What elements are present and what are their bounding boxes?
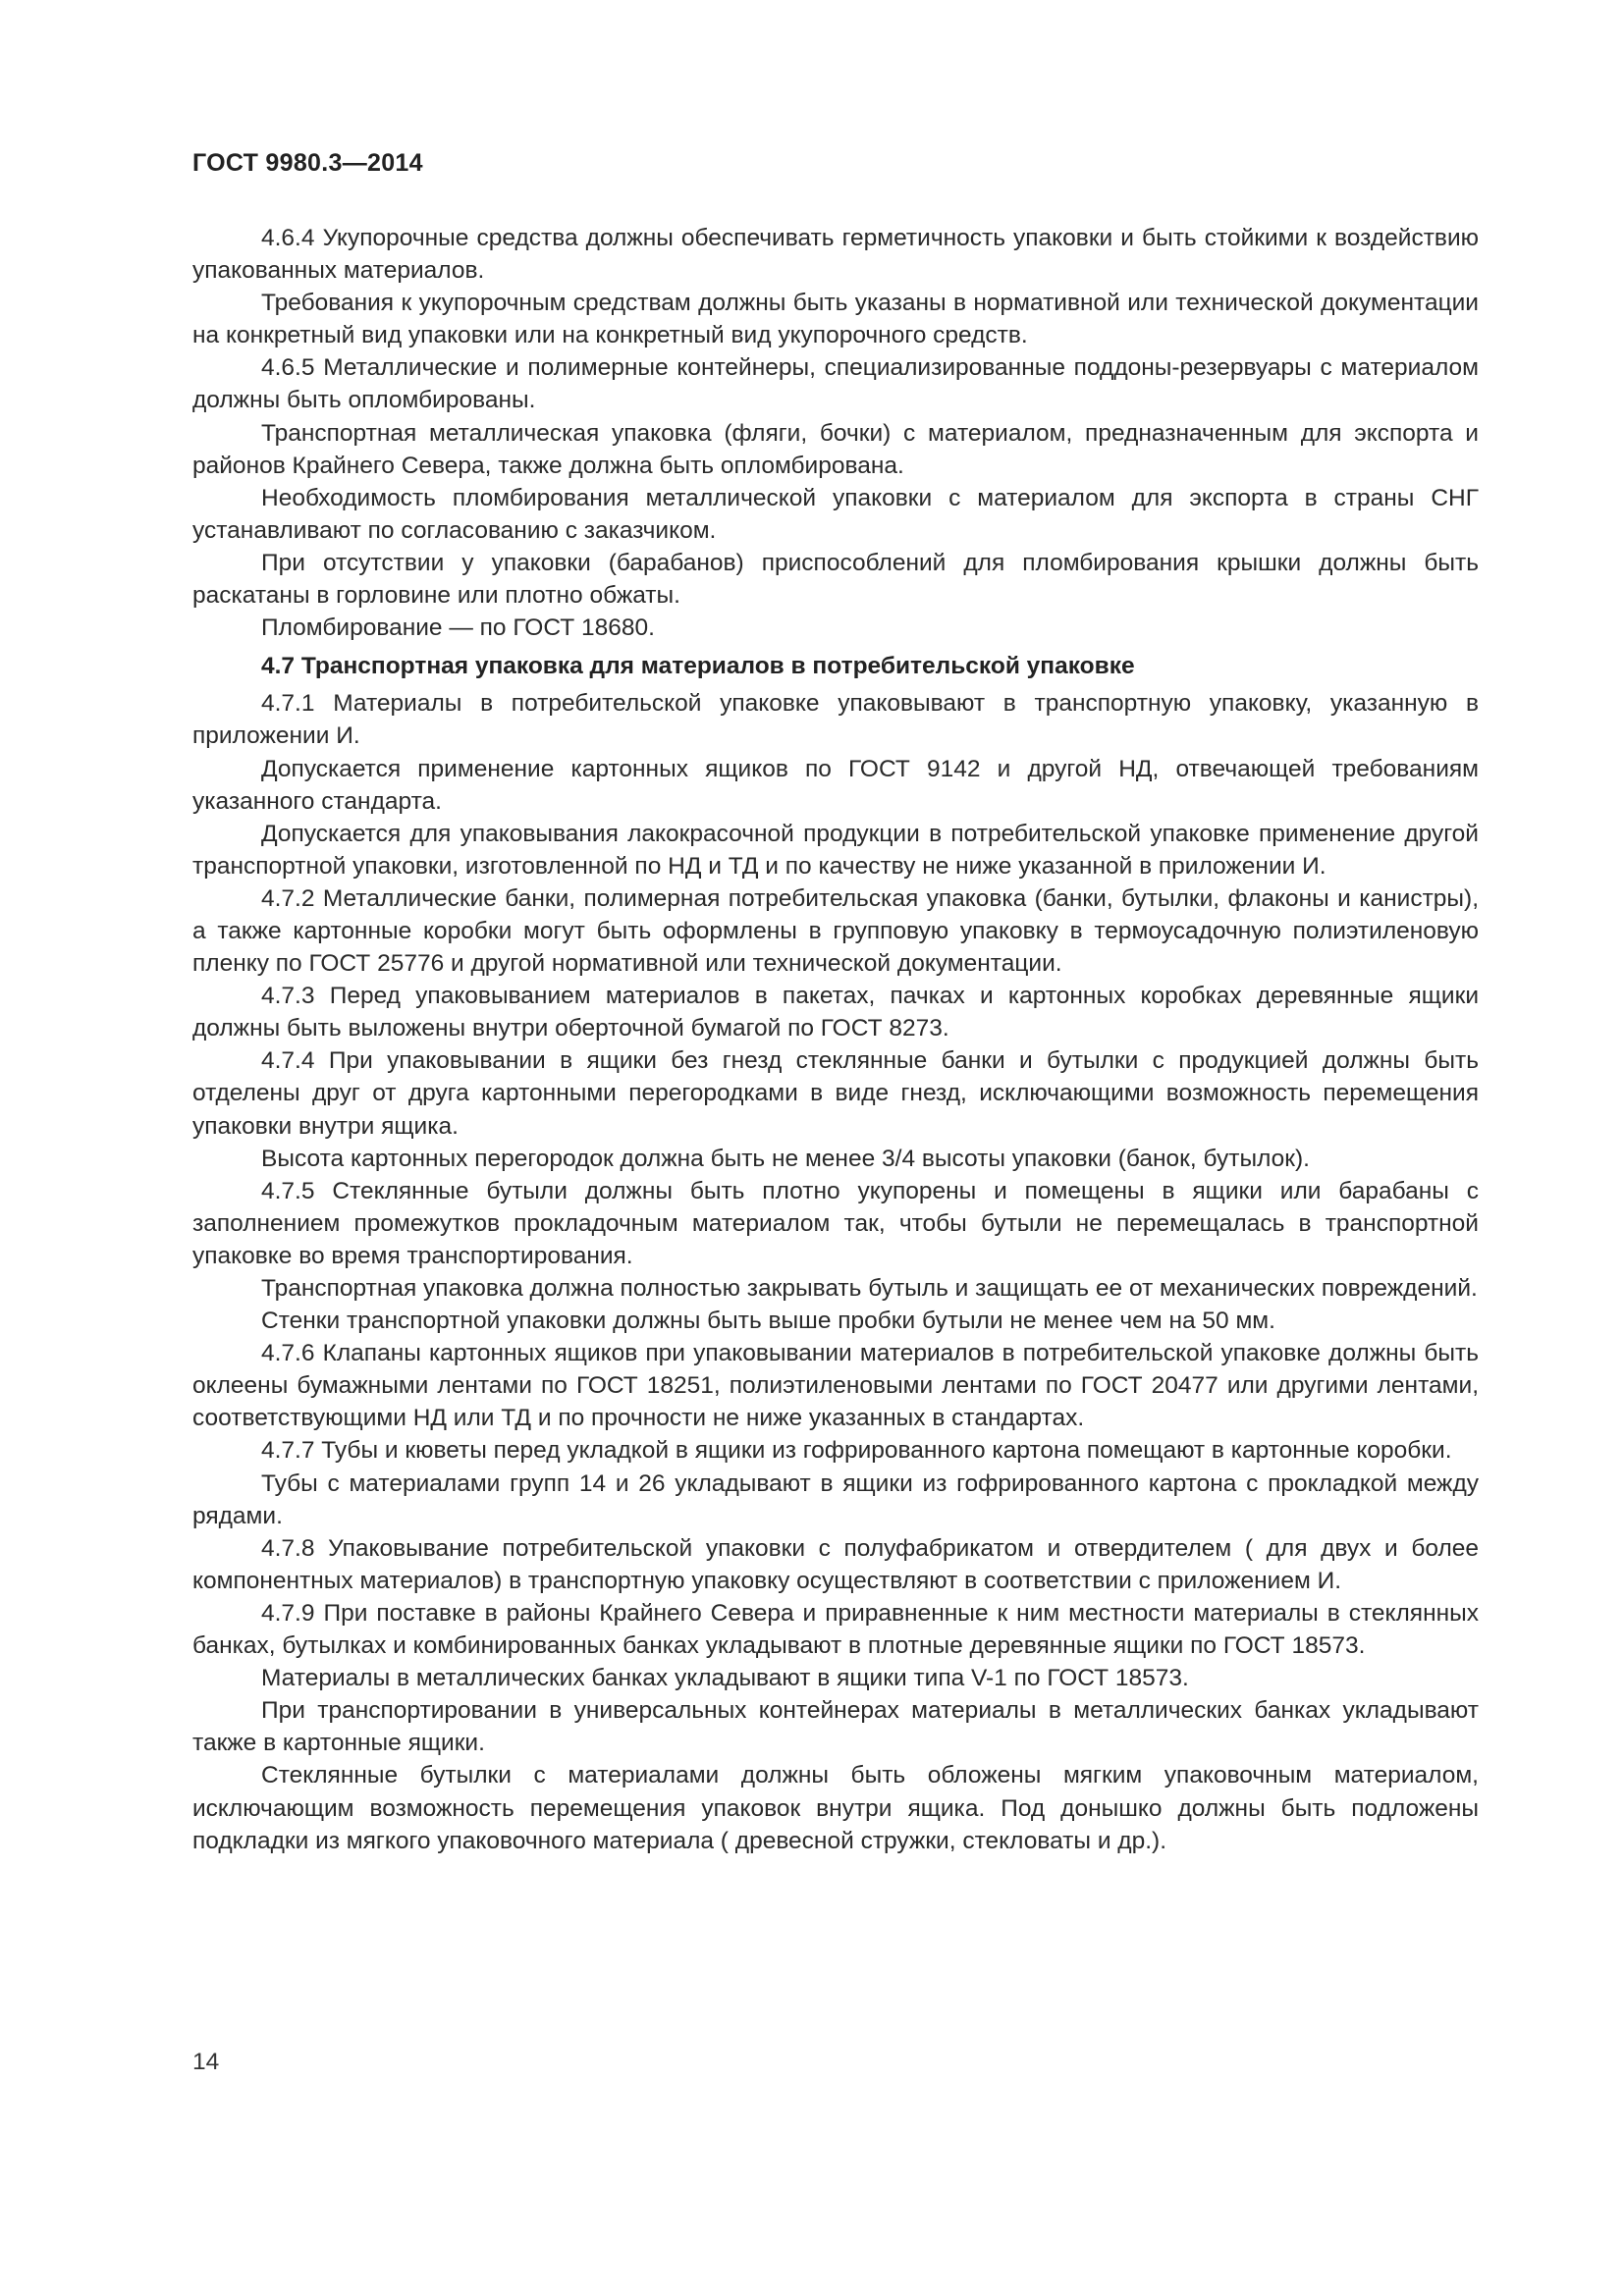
paragraph: Стенки транспортной упаковки должны быть выше пробки бутыли не менее чем на 50 мм.: [261, 1308, 1275, 1335]
paragraph: Стеклянные бутылки с материалами должны быть обложены мягким упаковочным материалом, исключающим возможность перемещения упаковок внутри ящика. Под донышко должны быть подложены подкладки из мягкого упаковочного материала ( древесной стружки, стекловаты и др.).: [192, 1762, 1479, 1854]
paragraph: 4.7.9 При поставке в районы Крайнего Севера и приравненные к ним местности материалы в стеклянных банках, бутылках и комбинированных банках укладывают в плотные деревянные ящики по ГОСТ 18573.: [192, 1599, 1479, 1660]
paragraph: 4.7.4 При упаковывании в ящики без гнезд стеклянные банки и бутылки с продукцией должны быть отделены друг от друга картонными перегородками в виде гнезд, исключающими возможность перемещения упаковки внутри ящика.: [192, 1047, 1479, 1140]
paragraph: 4.7.8 Упаковывание потребительской упаковки с полуфабрикатом и отвердителем ( для двух и более компонентных материалов) в транспортную упаковку осуществляют в соответствии с приложением И.: [192, 1534, 1479, 1594]
page-number: 14: [192, 2049, 220, 2075]
paragraph: Тубы с материалами групп 14 и 26 укладывают в ящики из гофрированного картона с прокладкой между рядами.: [192, 1469, 1479, 1529]
paragraph: Материалы в металлических банках укладывают в ящики типа V-1 по ГОСТ 18573.: [261, 1665, 1189, 1692]
section-heading-4-7: 4.7 Транспортная упаковка для материалов в потребительской упаковке: [261, 653, 1135, 680]
paragraph: Требования к укупорочным средствам должны быть указаны в нормативной или технической документации на конкретный вид упаковки или на конкретный вид укупорочного средств.: [192, 290, 1479, 349]
paragraph: 4.7.2 Металлические банки, полимерная потребительская упаковка (банки, бутылки, флаконы и канистры), а также картонные коробки могут быть оформлены в групповую упаковку в термоусадочную полиэтиленовую пленку по ГОСТ 25776 и другой нормативной или технической документации.: [192, 884, 1479, 978]
paragraph: Пломбирование — по ГОСТ 18680.: [261, 614, 655, 642]
paragraph: Транспортная металлическая упаковка (фляги, бочки) с материалом, предназначенным для экспорта и районов Крайнего Севера, также должна быть опломбирована.: [192, 419, 1479, 479]
paragraph: Необходимость пломбирования металлической упаковки с материалом для экспорта в страны СНГ устанавливают по согласованию с заказчиком.: [192, 484, 1479, 544]
paragraph: При транспортировании в универсальных контейнерах материалы в металлических банках укладывают также в картонные ящики.: [192, 1697, 1479, 1757]
paragraph: 4.7.1 Материалы в потребительской упаковке упаковывают в транспортную упаковку, указанную в приложении И.: [192, 690, 1479, 750]
paragraph: 4.7.6 Клапаны картонных ящиков при упаковывании материалов в потребительской упаковке должны быть оклеены бумажными лентами по ГОСТ 18251, полиэтиленовыми лентами по ГОСТ 20477 или другими лентами, соответствующими НД или ТД и по прочности не ниже указанных в стандартах.: [192, 1340, 1479, 1432]
paragraph: Транспортная упаковка должна полностью закрывать бутыль и защищать ее от механических повреждений.: [261, 1275, 1478, 1302]
paragraph: 4.7.5 Стеклянные бутыли должны быть плотно укупорены и помещены в ящики или барабаны с заполнением промежутков прокладочным материалом так, чтобы бутыли не перемещалась в транспортной упаковке во время транспортирования.: [192, 1177, 1479, 1269]
paragraph: 4.6.5 Металлические и полимерные контейнеры, специализированные поддоны-резервуары с материалом должны быть опломбированы.: [192, 354, 1479, 414]
paragraph: 4.7.7 Тубы и кюветы перед укладкой в ящики из гофрированного картона помещают в картонные коробки.: [261, 1437, 1452, 1465]
document-header: ГОСТ 9980.3—2014: [192, 149, 423, 177]
paragraph: При отсутствии у упаковки (барабанов) приспособлений для пломбирования крышки должны быть раскатаны в горловине или плотно обжаты.: [192, 549, 1479, 610]
paragraph: 4.7.3 Перед упаковыванием материалов в пакетах, пачках и картонных коробках деревянные ящики должны быть выложены внутри оберточной бумагой по ГОСТ 8273.: [192, 983, 1479, 1042]
paragraph: Высота картонных перегородок должна быть не менее 3/4 высоты упаковки (банок, бутылок).: [261, 1145, 1310, 1172]
paragraph: Допускается для упаковывания лакокрасочной продукции в потребительской упаковке применение другой транспортной упаковки, изготовленной по НД и ТД и по качеству не ниже указанной в приложении И.: [192, 820, 1479, 880]
page-body: [192, 222, 1479, 1857]
paragraph: Допускается применение картонных ящиков по ГОСТ 9142 и другой НД, отвечающей требованиям указанного стандарта.: [192, 755, 1479, 815]
paragraph: 4.6.4 Укупорочные средства должны обеспечивать герметичность упаковки и быть стойкими к воздействию упакованных материалов.: [192, 225, 1479, 285]
